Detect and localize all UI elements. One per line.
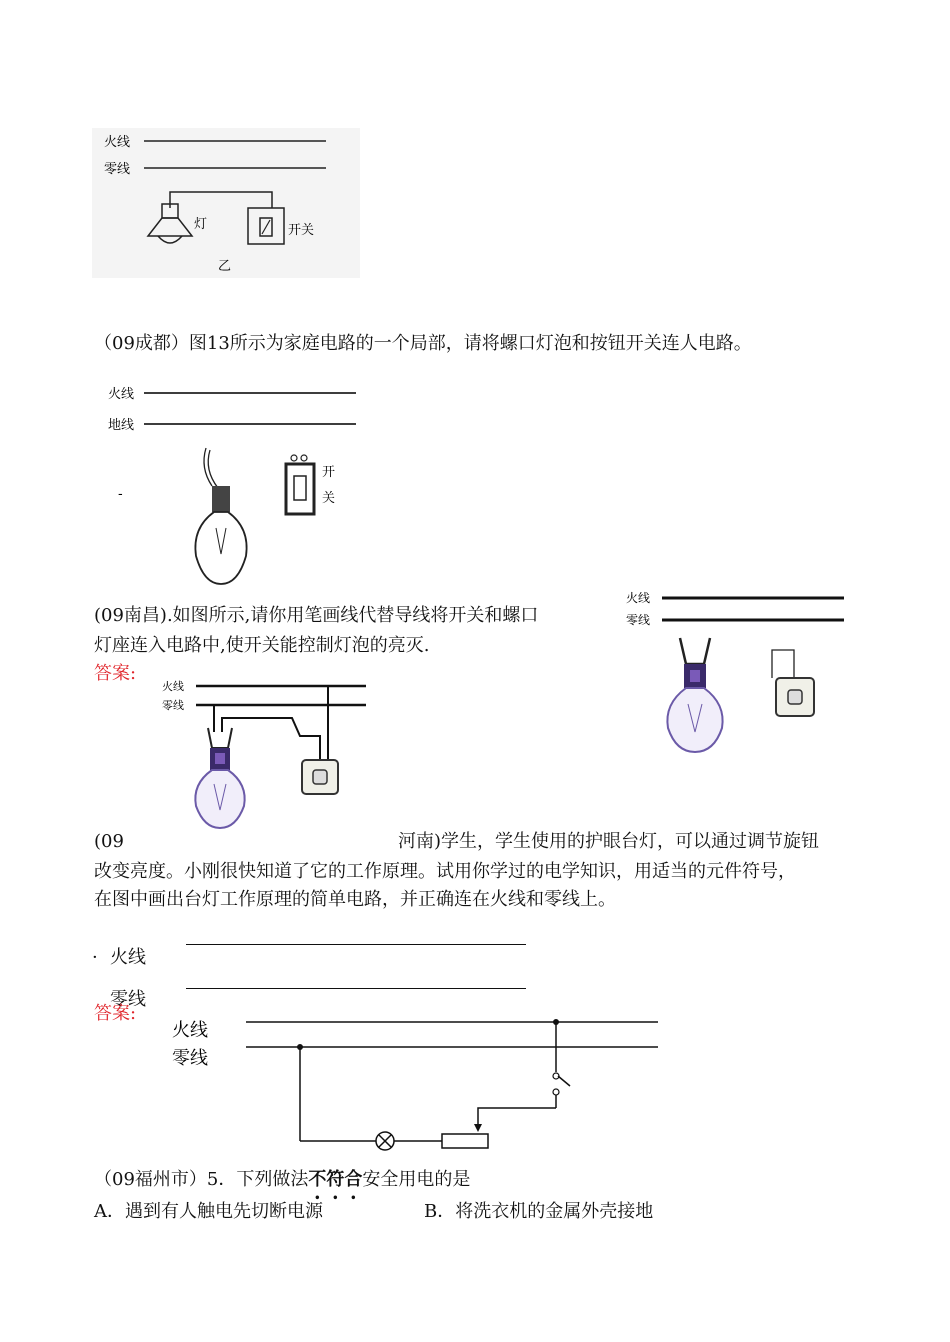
- figure-henan-answer-drawing: [170, 1012, 670, 1152]
- fig5-live-label: 火线: [110, 947, 146, 968]
- answer2-live-label: 火线: [172, 1020, 208, 1041]
- figure-yi-drawing: [92, 128, 360, 278]
- lamp-icon: [148, 204, 192, 243]
- fig1-neutral-label: 零线: [104, 162, 131, 177]
- fig2-live-label: 火线: [108, 387, 135, 402]
- question-nanchang-line1: (09南昌).如图所示,请你用笔画线代替导线将开关和螺口: [94, 605, 539, 626]
- fig1-live-label: 火线: [104, 135, 131, 150]
- figure-nanchang-answer: [160, 676, 372, 832]
- rheostat-icon: [442, 1134, 488, 1148]
- switch-icon: [772, 650, 814, 716]
- switch-icon: [248, 208, 284, 244]
- question-fuzhou-emphasis: [308, 1169, 362, 1190]
- answer-label-henan: 答案:: [94, 1003, 137, 1024]
- question-fuzhou-suffix: 安全用电的是: [362, 1169, 471, 1190]
- figure-nanchang: [624, 586, 854, 758]
- fig1-switch-label: 开关: [288, 223, 315, 238]
- screw-bulb-icon: [667, 638, 722, 752]
- answer2-neutral-label: 零线: [172, 1048, 208, 1069]
- fig5-live-line: [186, 944, 526, 945]
- fig3-neutral-label: 零线: [626, 613, 651, 627]
- fig2-switch-label-b: 关: [322, 491, 336, 506]
- fig4-neutral-label: 零线: [162, 699, 184, 712]
- fig5-bullet: ·: [92, 947, 98, 968]
- emph-char: 符: [326, 1169, 345, 1190]
- screw-bulb-icon: [195, 448, 246, 584]
- option-b: B．将洗衣机的金属外壳接地: [424, 1201, 654, 1222]
- question-henan-line1: 河南)学生，学生使用的护眼台灯，可以通过调节旋钮: [398, 831, 820, 852]
- emph-char: 不: [308, 1169, 327, 1190]
- question-henan-line2: 改变亮度。小刚很快知道了它的工作原理。试用你学过的电学知识，用适当的元件符号，: [94, 861, 796, 882]
- question-fuzhou-prefix: （09福州市）5．下列做法: [94, 1169, 309, 1190]
- figure-nanchang-answer-drawing: [160, 676, 372, 832]
- figure-henan-answer: [170, 1012, 670, 1152]
- figure-yi: [92, 128, 360, 278]
- fig2-mark: -: [118, 487, 123, 502]
- option-a: A．遇到有人触电先切断电源: [94, 1201, 323, 1222]
- fig4-live-label: 火线: [162, 680, 184, 693]
- fig2-ground-label: 地线: [108, 418, 135, 433]
- figure-chengdu-drawing: [100, 378, 370, 588]
- screw-bulb-icon: [195, 728, 244, 828]
- answer-label-nanchang: 答案:: [94, 663, 137, 684]
- question-chengdu: （09成都）图13所示为家庭电路的一个局部，请将螺口灯泡和按钮开关连人电路。: [94, 333, 752, 354]
- emph-char: 合: [344, 1169, 363, 1190]
- fig1-caption: 乙: [218, 259, 232, 274]
- question-henan-line3: 在图中画出台灯工作原理的简单电路，并正确连在火线和零线上。: [94, 889, 616, 910]
- figure-nanchang-drawing: [624, 586, 854, 758]
- question-henan-prefix: (09: [94, 831, 124, 852]
- question-fuzhou: [94, 1166, 470, 1194]
- switch-icon: [302, 760, 338, 794]
- fig5-neutral-line: [186, 988, 526, 989]
- fig3-live-label: 火线: [626, 591, 651, 605]
- question-nanchang-line2: 灯座连入电路中,使开关能控制灯泡的亮灭.: [94, 635, 430, 656]
- lamp-symbol-icon: [376, 1132, 394, 1150]
- figure-chengdu: [100, 378, 370, 588]
- fig5-neutral-label: 零线: [110, 989, 146, 1010]
- switch-icon: [286, 455, 314, 514]
- fig2-switch-label-a: 开: [322, 465, 336, 480]
- fig1-lamp-label: 灯: [194, 217, 208, 232]
